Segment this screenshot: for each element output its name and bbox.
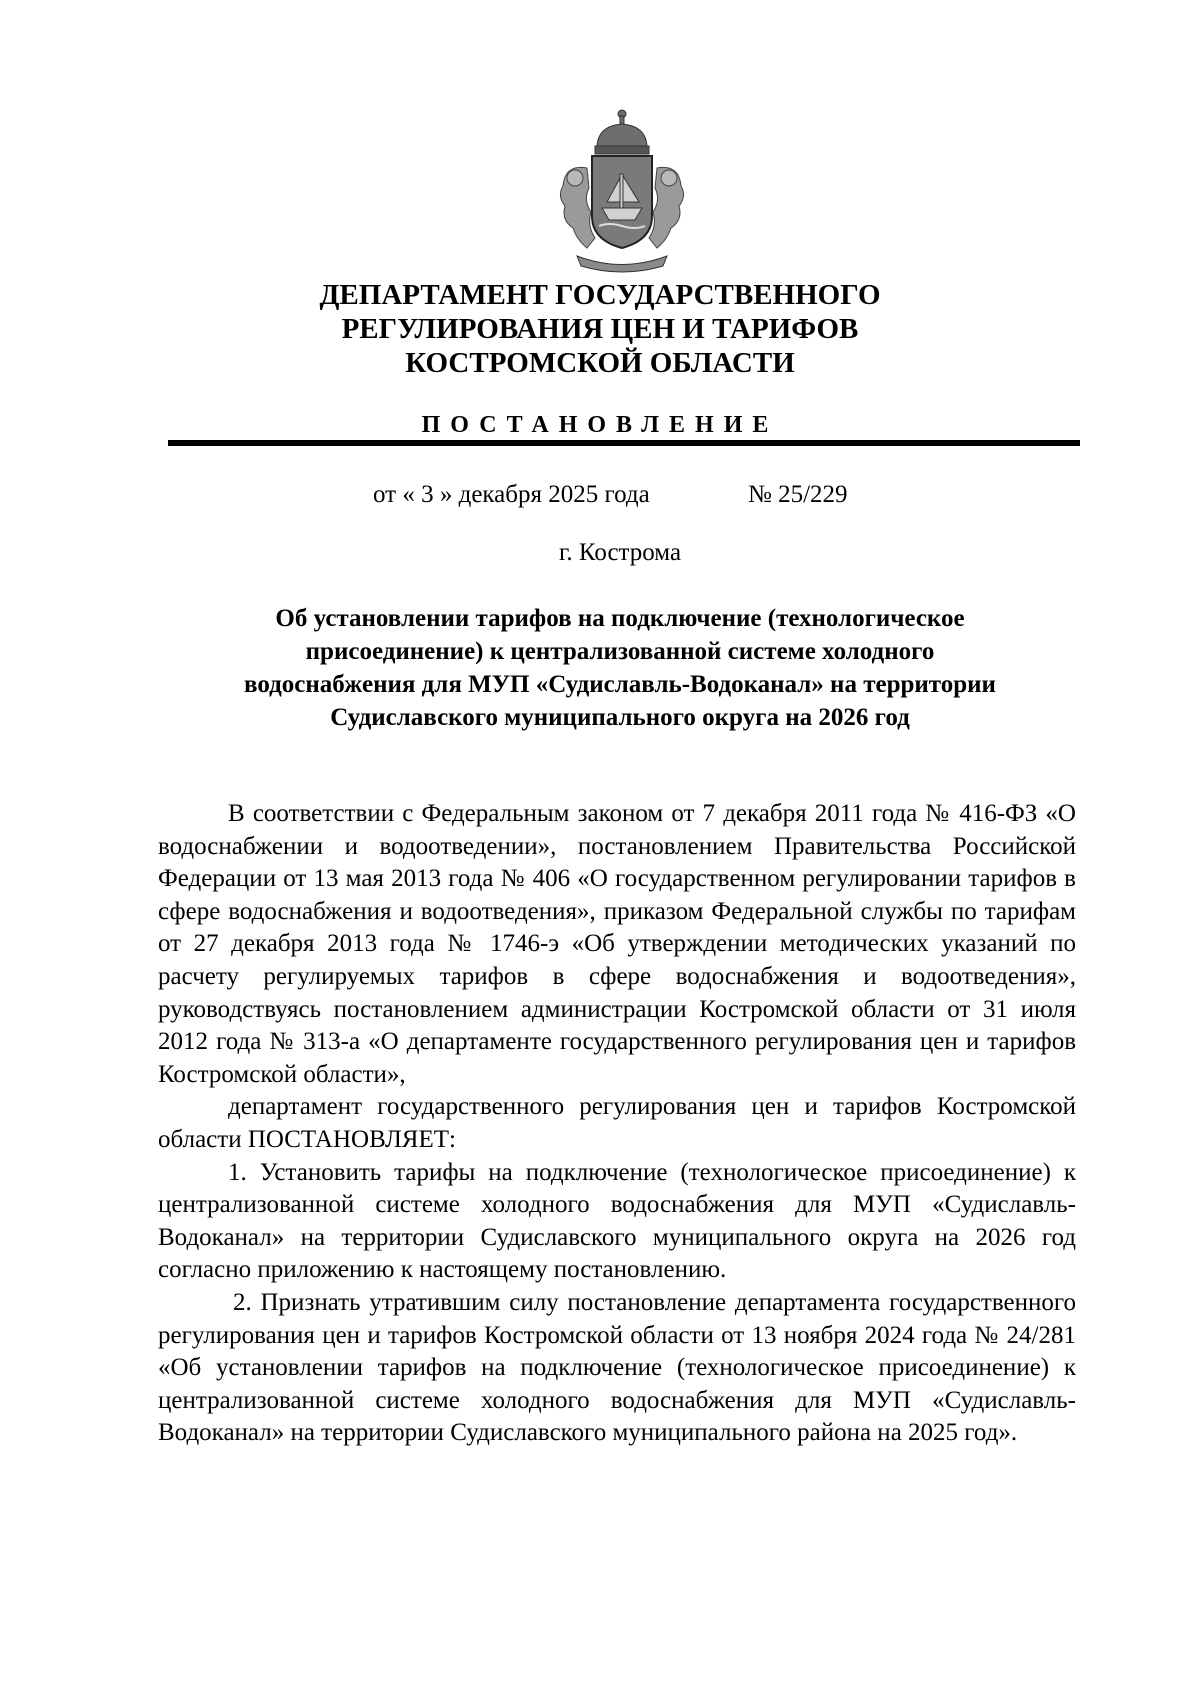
subject-line: присоединение) к централизованной системе холодного [305, 638, 935, 665]
subject-line: водоснабжения для МУП «Судиславль-Водоканал» на территории [244, 671, 996, 698]
subject-line: Об установлении тарифов на подключение (технологическое [275, 605, 965, 632]
department-line: КОСТРОМСКОЙ ОБЛАСТИ [405, 347, 795, 379]
department-line: РЕГУЛИРОВАНИЯ ЦЕН И ТАРИФОВ [341, 313, 859, 345]
header-divider [168, 440, 1080, 446]
document-number: № 25/229 [748, 481, 848, 508]
document-subject [150, 602, 1090, 734]
document-date: от « 3 » декабря 2025 года [373, 481, 650, 508]
department-line: ДЕПАРТАМЕНТ ГОСУДАРСТВЕННОГО [319, 279, 881, 311]
department-title [0, 278, 1200, 380]
resolves-paragraph: департамент государственного регулирования цен и тарифов Костромской области ПОСТАНОВЛЯЕТ: [158, 1093, 1076, 1153]
kostroma-coat-of-arms-icon [547, 108, 697, 273]
document-type: ПОСТАНОВЛЕНИЕ [421, 412, 779, 438]
document-city: г. Кострома [558, 539, 682, 566]
item-1-paragraph: 1. Установить тарифы на подключение (технологическое присоединение) к централизованной системе холодного водоснабжения для МУП «Судиславль-Водоканал» на территории Судиславского муниципального округа на 2026 год согласно приложению к настоящему постановлению. [158, 1158, 1076, 1284]
document-body [158, 798, 1076, 1450]
preamble-paragraph: В соответствии с Федеральным законом от 7 декабря 2011 года № 416-ФЗ «О водоснабжении и водоотведении», постановлением Правительства Российской Федерации от 13 мая 2013 года № 406 «О государственном регулировании тарифов в сфере водоснабжения и водоотведения», приказом Федеральной службы по тарифам от 27 декабря 2013 года № 1746-э «Об утверждении методических указаний по расчету регулируемых тарифов в сфере водоснабжения и водоотведения», руководствуясь постановлением администрации Костромской области от 31 июля 2012 года № 313-а «О департаменте государственного регулирования цен и тарифов Костромской области», [158, 800, 1076, 1088]
subject-line: Судиславского муниципального округа на 2026 год [330, 704, 910, 731]
item-2-paragraph: 2. Признать утратившим силу постановление департамента государственного регулирования цен и тарифов Костромской области от 13 ноября 2024 года № 24/281 «Об установлении тарифов на подключение (технологическое присоединение) к централизованной системе холодного водоснабжения для МУП «Судиславль-Водоканал» на территории Судиславского муниципального района на 2025 год». [158, 1288, 1076, 1447]
